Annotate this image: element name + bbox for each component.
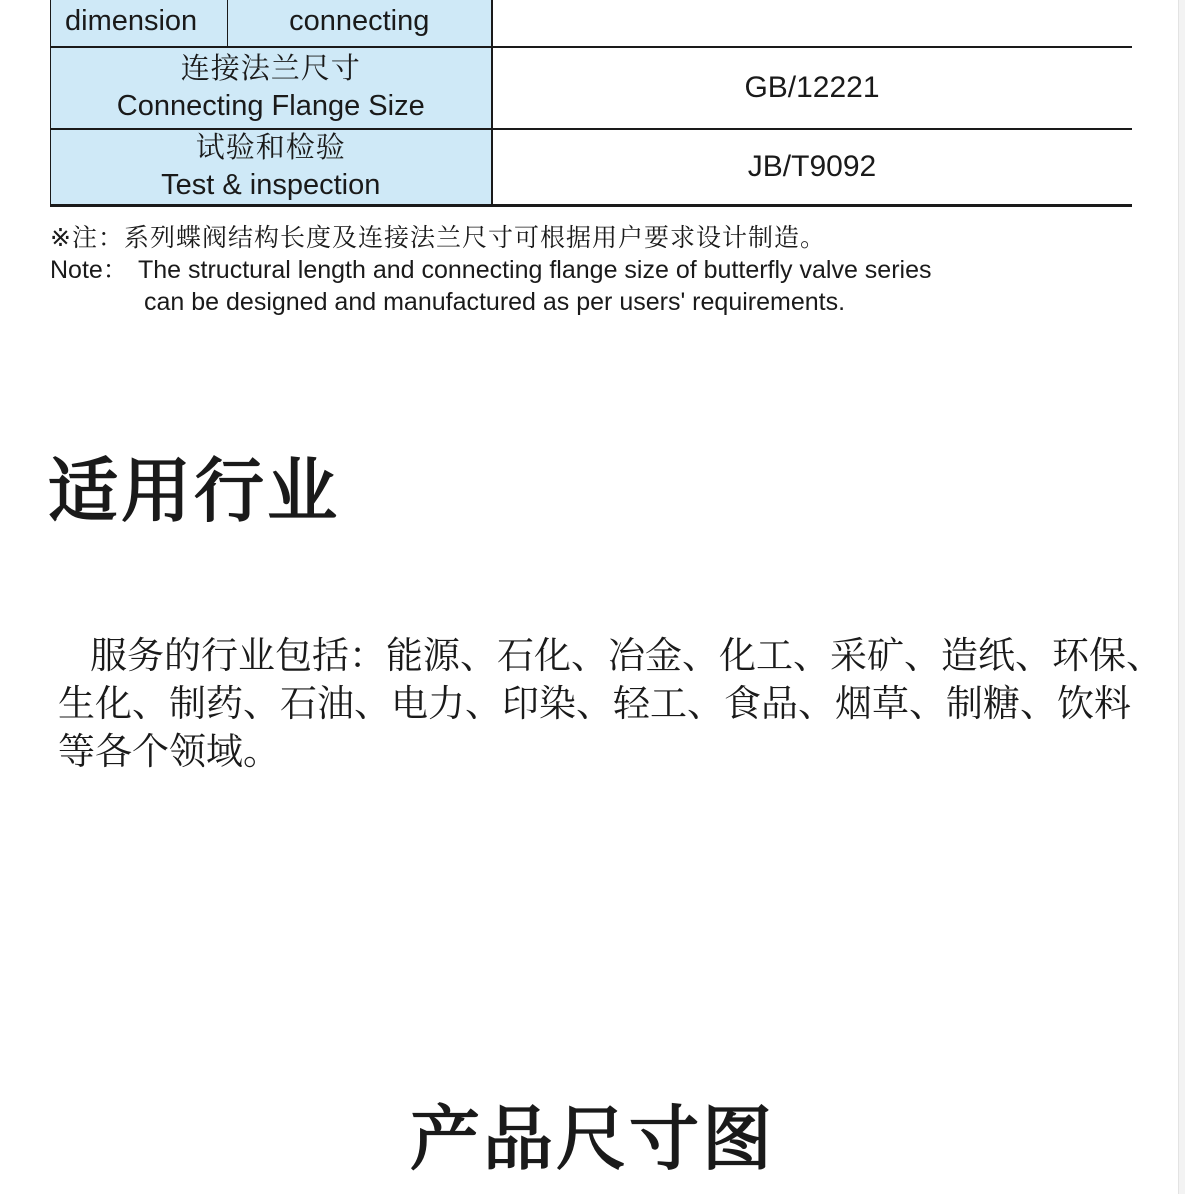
scrollbar[interactable]: [1178, 0, 1185, 1194]
label-connecting: connecting: [228, 0, 492, 47]
label-en: Connecting Flange Size: [116, 90, 425, 122]
note-en-row: [50, 254, 1130, 286]
note-en-line1: The structural length and connecting flange size of butterfly valve series: [138, 256, 932, 284]
label-zh: 连接法兰尺寸: [180, 53, 361, 85]
note-block: [50, 222, 1130, 318]
label-test-inspection: [51, 129, 492, 206]
industries-paragraph: [58, 632, 1163, 776]
note-en-label: Note：: [50, 256, 128, 284]
table-row: [51, 0, 1132, 47]
value-cell: [492, 0, 1132, 47]
industries-title: 适用行业: [48, 452, 340, 530]
note-en-line2: can be designed and manufactured as per users' requirements.: [144, 288, 846, 316]
label-en: Test & inspection: [161, 169, 381, 201]
label-zh: 试验和检验: [195, 132, 346, 164]
value-test-inspection: JB/T9092: [492, 129, 1132, 206]
value-flange-size: GB/12221: [492, 47, 1132, 129]
industries-line: 生化、制药、石油、电力、印染、轻工、食品、烟草、制糖、饮料: [58, 683, 1131, 724]
table-row: [51, 47, 1132, 129]
table-row: [51, 129, 1132, 206]
dimensions-title: 产品尺寸图: [410, 1100, 775, 1178]
label-dimension: dimension: [51, 0, 228, 47]
spec-table: [50, 0, 1132, 207]
industries-line: 等各个领域。: [58, 731, 280, 772]
label-flange-size: [51, 47, 492, 129]
industries-line: 服务的行业包括：能源、石化、冶金、化工、采矿、造纸、环保、: [90, 635, 1163, 676]
note-zh: ※注：系列蝶阀结构长度及连接法兰尺寸可根据用户要求设计制造。: [50, 224, 826, 252]
